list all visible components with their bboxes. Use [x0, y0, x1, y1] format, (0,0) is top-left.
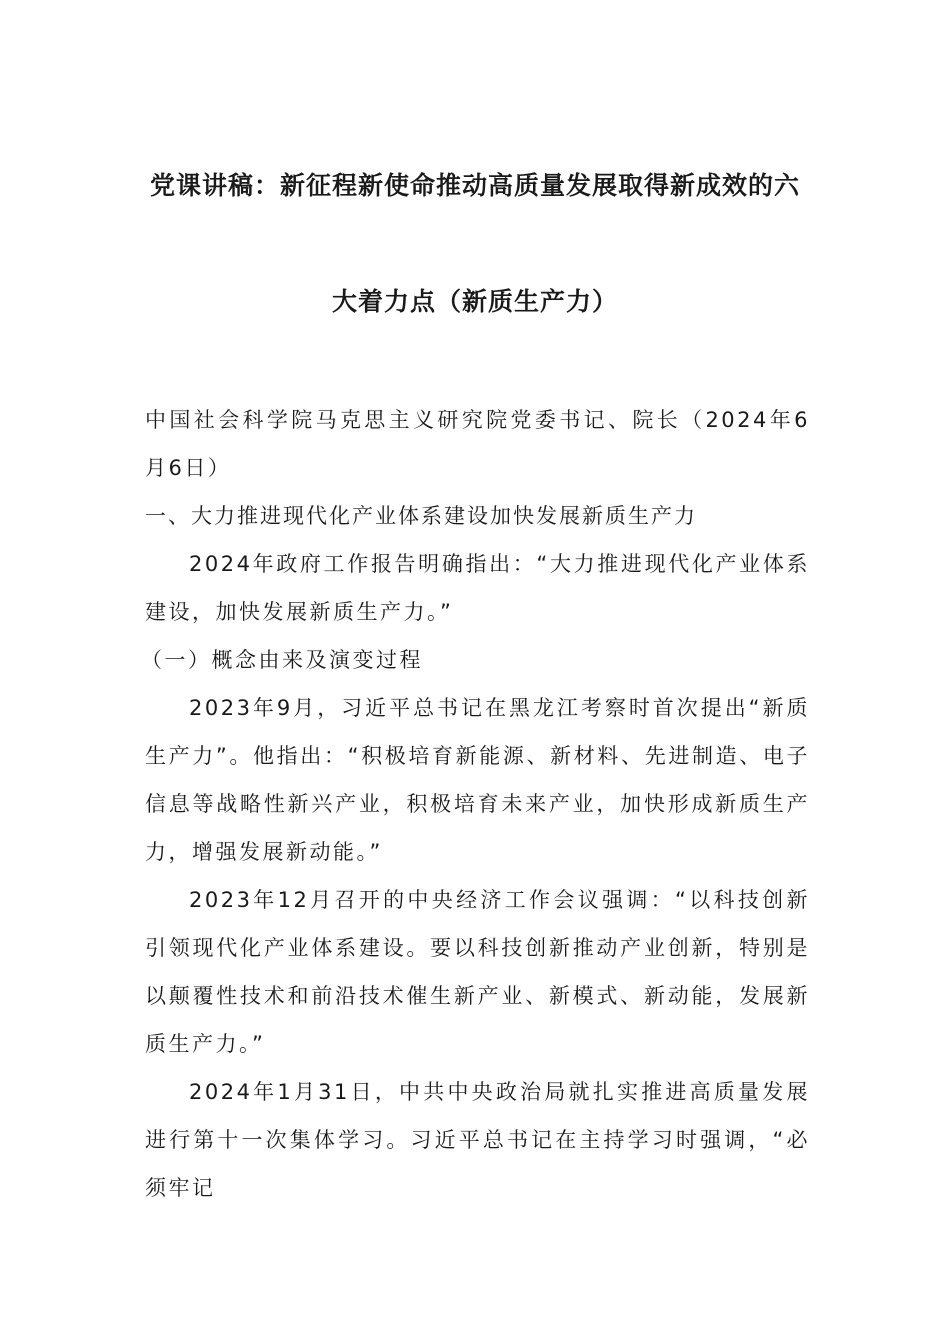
subsection-1-heading: （一）概念由来及演变过程: [141, 648, 423, 672]
document-title-line-2: 大着力点（新质生产力）: [331, 287, 618, 316]
author-line: 中国社会科学院马克思主义研究院党委书记、院长（2024年6月6日）: [145, 408, 810, 480]
document-title-line-1: 党课讲稿：新征程新使命推动高质量发展取得新成效的六: [149, 171, 800, 200]
document-body: [141, 396, 810, 1212]
paragraph-1: 2024年政府工作报告明确指出：“大力推进现代化产业体系建设，加快发展新质生产力。”: [145, 552, 810, 624]
section-1-heading: 一、大力推进现代化产业体系建设加快发展新质生产力: [145, 504, 697, 528]
paragraph-4: 2024年1月31日，中共中央政治局就扎实推进高质量发展进行第十一次集体学习。习近平总书记在主持学习时强调，“必须牢记: [145, 1080, 810, 1200]
paragraph-3: 2023年12月召开的中央经济工作会议强调：“以科技创新引领现代化产业体系建设。要以科技创新推动产业创新，特别是以颠覆性技术和前沿技术催生新产业、新模式、新动能，发展新质生产力。”: [145, 888, 810, 1056]
paragraph-2: 2023年9月，习近平总书记在黑龙江考察时首次提出“新质生产力”。他指出：“积极培育新能源、新材料、先进制造、电子信息等战略性新兴产业，积极培育未来产业，加快形成新质生产力，增强发展新动能。”: [145, 696, 810, 864]
